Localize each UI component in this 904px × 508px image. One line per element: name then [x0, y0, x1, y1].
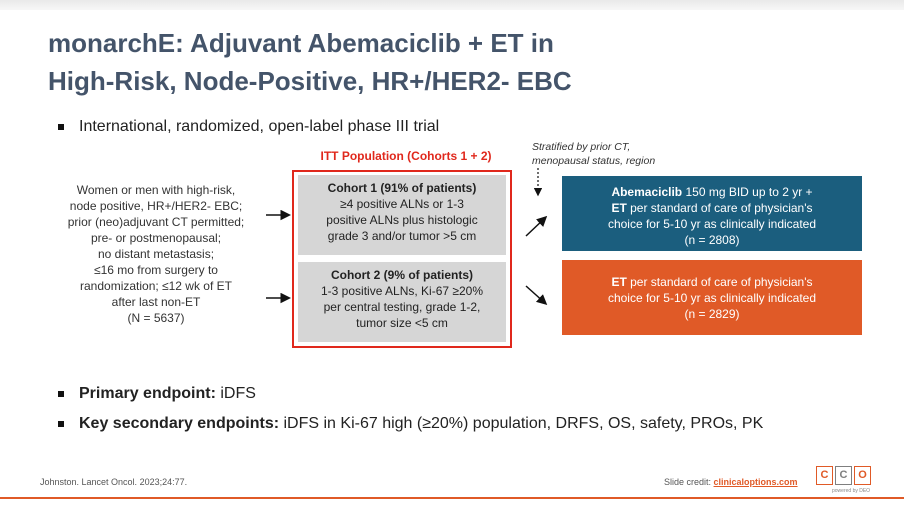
arm-1-duration: choice for 5-10 yr as clinically indicated — [607, 217, 817, 231]
secondary-endpoints-label: Key secondary endpoints: — [79, 415, 280, 432]
secondary-endpoints-value: iDFS in Ki-67 high (≥20%) population, DRFS, OS, safety, PROs, PK — [279, 415, 764, 432]
arm-1-dose: 150 mg BID up to 2 yr + — [682, 185, 813, 199]
arm-1-drug: Abemaciclib — [611, 185, 683, 199]
title-line-1: monarchE: Adjuvant Abemaciclib + ET in — [48, 28, 554, 58]
cohort-2-heading: Cohort 2 (9% of patients) — [330, 268, 473, 282]
arrow-to-arm-2-icon — [526, 286, 545, 303]
cohort-1-heading: Cohort 1 (91% of patients) — [327, 181, 477, 195]
stratification-line: menopausal status, region — [532, 155, 656, 167]
population-line: (N = 5637) — [127, 311, 185, 325]
bottom-accent-line — [0, 497, 904, 499]
bullet-secondary-endpoints — [58, 414, 763, 434]
slide-credit — [664, 477, 798, 487]
cohort-2-line: per central testing, grade 1-2, — [323, 300, 481, 314]
cohort-1-line: ≥4 positive ALNs or 1-3 — [340, 197, 464, 211]
bullet-text: International, randomized, open-label phase III trial — [79, 118, 440, 135]
population-line: Women or men with high-risk, — [76, 183, 236, 197]
bullet-square-icon — [58, 421, 64, 427]
cohort-1-line: positive ALNs plus histologic — [326, 213, 478, 227]
logo-letter: C — [816, 466, 833, 485]
population-line: pre- or postmenopausal; — [90, 231, 222, 245]
arm-abemaciclib-box — [562, 176, 862, 251]
population-line: node positive, HR+/HER2- EBC; — [69, 199, 243, 213]
primary-endpoint-label: Primary endpoint: — [79, 385, 216, 402]
population-line: after last non-ET — [111, 295, 201, 309]
arm-2-n: (n = 2829) — [684, 307, 740, 321]
clinicaloptions-link[interactable]: clinicaloptions.com — [713, 477, 798, 487]
population-line: no distant metastasis; — [97, 247, 215, 261]
logo-letter: C — [835, 466, 852, 485]
arm-1-et-text: per standard of care of physician's — [626, 201, 813, 215]
slide-credit-label: Slide credit: — [664, 477, 714, 487]
cohort-2-line: 1-3 positive ALNs, Ki-67 ≥20% — [321, 284, 483, 298]
logo-letter: O — [854, 466, 871, 485]
itt-population-label: ITT Population (Cohorts 1 + 2) — [320, 149, 492, 163]
arm-2-et: ET — [611, 275, 627, 289]
stratification-line: Stratified by prior CT, — [532, 141, 631, 153]
cohort-2-line: tumor size <5 cm — [356, 316, 448, 330]
arm-2-et-text: per standard of care of physician's — [626, 275, 813, 289]
arm-et-box — [562, 260, 862, 335]
arm-1-n: (n = 2808) — [684, 233, 740, 247]
arm-1-et: ET — [611, 201, 627, 215]
cohort-1-line: grade 3 and/or tumor >5 cm — [327, 229, 477, 243]
bullet-primary-endpoint — [58, 384, 256, 404]
arrow-to-arm-1-icon — [526, 218, 545, 236]
powered-by-text: powered by DEO — [832, 488, 871, 494]
title-line-2: High-Risk, Node-Positive, HR+/HER2- EBC — [48, 66, 572, 96]
reference-citation: Johnston. Lancet Oncol. 2023;24:77. — [40, 477, 188, 487]
population-line: randomization; ≤12 wk of ET — [80, 279, 232, 293]
bullet-square-icon — [58, 391, 64, 397]
cco-logo — [816, 466, 873, 485]
arm-2-duration: choice for 5-10 yr as clinically indicated — [607, 291, 817, 305]
population-line: ≤16 mo from surgery to — [94, 263, 218, 277]
primary-endpoint-value: iDFS — [215, 385, 256, 402]
population-line: prior (neo)adjuvant CT permitted; — [67, 215, 245, 229]
